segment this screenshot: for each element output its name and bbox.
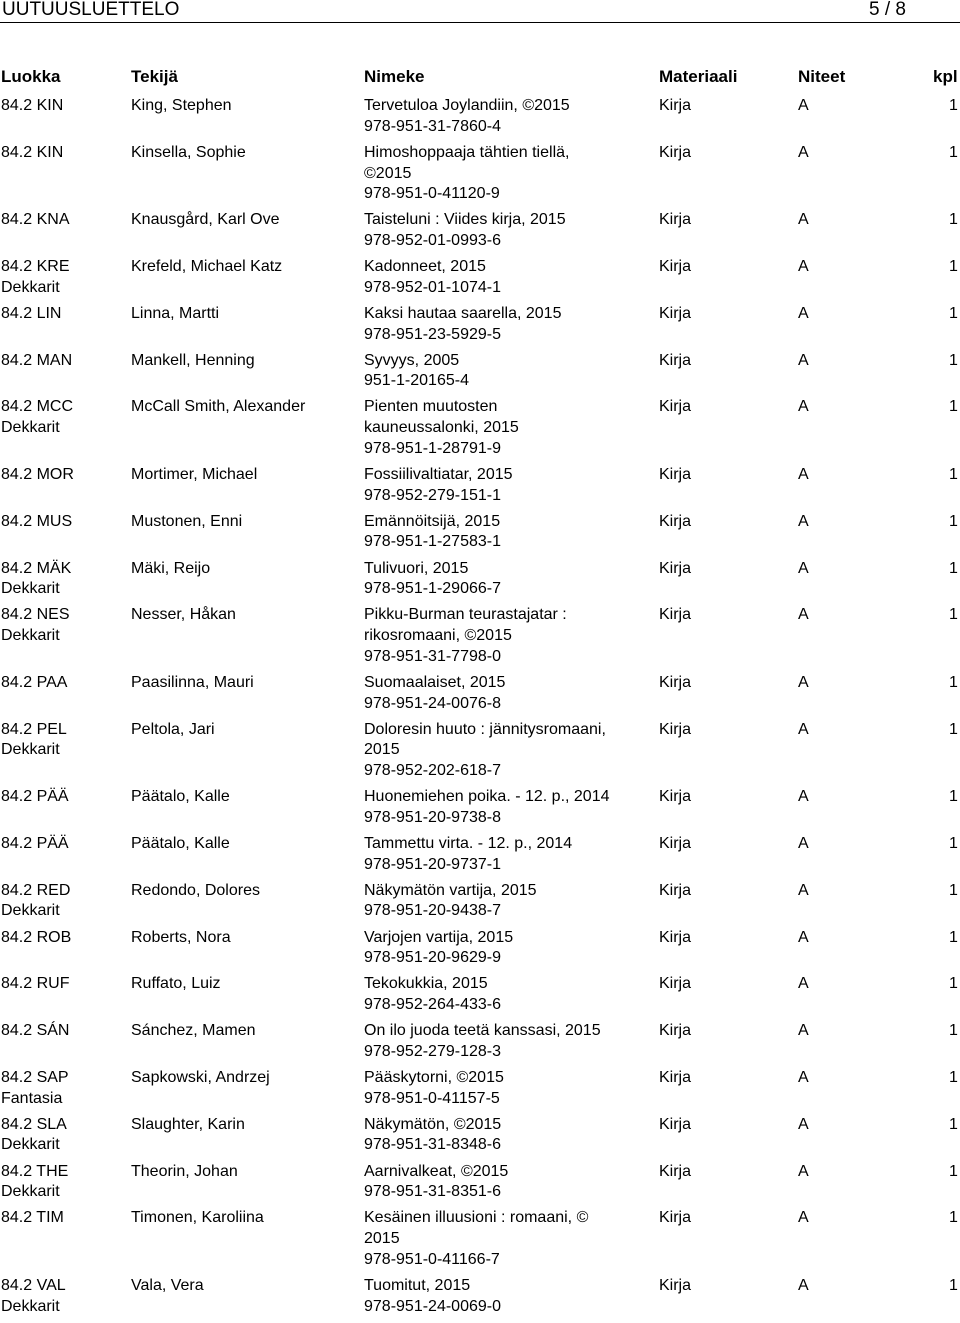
isbn: 978-951-24-0076-8: [364, 694, 501, 712]
classification-code: 84.2 PEL: [1, 720, 67, 738]
row-copies-location: A: [798, 351, 809, 369]
table-row: [0, 720, 960, 788]
row-material: Kirja: [659, 834, 692, 852]
table-row: [0, 1276, 960, 1323]
row-material: Kirja: [659, 1162, 692, 1180]
table-row: [0, 1162, 960, 1209]
row-material: Kirja: [659, 881, 692, 899]
title-line: Pikku-Burman teurastajatar :: [364, 606, 567, 624]
row-classification: [1, 881, 126, 922]
row-material: Kirja: [659, 465, 692, 483]
genre-label: Dekkarit: [1, 1183, 60, 1201]
isbn: 978-951-0-41120-9: [364, 185, 500, 203]
classification-code: 84.2 VAL: [1, 1276, 66, 1294]
classification-code: 84.2 MOR: [1, 465, 74, 483]
row-copies-location: A: [798, 559, 809, 577]
title-line: rikosromaani, ©2015: [364, 627, 512, 645]
table-row: [0, 465, 960, 512]
row-copies-location: A: [798, 1022, 809, 1040]
table-row: [0, 1115, 960, 1162]
row-copies-location: A: [798, 1115, 809, 1133]
row-title: [364, 787, 654, 828]
isbn: 978-952-202-618-7: [364, 762, 501, 780]
row-material: Kirja: [659, 1068, 692, 1086]
row-material: Kirja: [659, 720, 692, 738]
isbn: 978-952-279-151-1: [364, 486, 501, 504]
classification-code: 84.2 THE: [1, 1162, 69, 1180]
row-count: 1: [949, 211, 958, 229]
row-count: 1: [949, 258, 958, 276]
row-author: Redondo, Dolores: [131, 881, 260, 899]
title-line: Kadonneet, 2015: [364, 258, 486, 276]
title-line: Tammettu virta. - 12. p., 2014: [364, 834, 573, 852]
table-row: [0, 257, 960, 304]
row-classification: [1, 605, 126, 646]
row-count: 1: [949, 143, 958, 161]
classification-code: 84.2 MCC: [1, 398, 74, 416]
genre-label: Fantasia: [1, 1089, 63, 1107]
genre-label: Dekkarit: [1, 1136, 60, 1154]
classification-code: 84.2 PÄÄ: [1, 788, 69, 806]
row-author: Slaughter, Karin: [131, 1115, 245, 1133]
title-line: Aarnivalkeat, ©2015: [364, 1162, 509, 1180]
column-header-nimeke: Nimeke: [364, 67, 425, 86]
isbn: 978-951-20-9629-9: [364, 949, 501, 967]
table-row: [0, 673, 960, 720]
row-author: Mankell, Henning: [131, 351, 255, 369]
isbn: 951-1-20165-4: [364, 372, 469, 390]
isbn: 978-951-31-8348-6: [364, 1136, 501, 1154]
row-author: Nesser, Håkan: [131, 606, 236, 624]
row-title: [364, 559, 654, 600]
row-title: [364, 974, 654, 1015]
title-line: kauneussalonki, 2015: [364, 419, 519, 437]
title-line: ©2015: [364, 164, 412, 182]
row-author: Mustonen, Enni: [131, 512, 243, 530]
row-count: 1: [949, 788, 958, 806]
isbn: 978-951-0-41157-5: [364, 1089, 500, 1107]
row-copies-location: A: [798, 398, 809, 416]
row-material: Kirja: [659, 143, 692, 161]
row-copies-location: A: [798, 258, 809, 276]
row-classification: [1, 928, 126, 949]
title-line: Doloresin huuto : jännitysromaani,: [364, 720, 606, 738]
row-copies-location: A: [798, 512, 809, 530]
row-count: 1: [949, 928, 958, 946]
row-material: Kirja: [659, 975, 692, 993]
row-author: McCall Smith, Alexander: [131, 398, 306, 416]
row-copies-location: A: [798, 97, 809, 114]
row-count: 1: [949, 398, 958, 416]
table-row: [0, 928, 960, 975]
isbn: 978-951-20-9737-1: [364, 855, 501, 873]
row-count: 1: [949, 1162, 958, 1180]
row-count: 1: [949, 351, 958, 369]
row-author: Roberts, Nora: [131, 928, 231, 946]
column-header-materiaali: Materiaali: [659, 67, 738, 86]
table-row: [0, 210, 960, 257]
table-row: [0, 512, 960, 559]
isbn: 978-951-24-0069-0: [364, 1297, 501, 1315]
title-line: Fossiilivaltiatar, 2015: [364, 465, 513, 483]
row-title: [364, 834, 654, 875]
row-material: Kirja: [659, 97, 692, 114]
row-author: King, Stephen: [131, 97, 232, 114]
row-author: Sánchez, Mamen: [131, 1022, 256, 1040]
row-author: Päätalo, Kalle: [131, 788, 230, 806]
row-classification: [1, 96, 126, 117]
row-author: Kinsella, Sophie: [131, 143, 246, 161]
classification-code: 84.2 KRE: [1, 258, 70, 276]
table-row: [0, 96, 960, 143]
table-row: [0, 881, 960, 928]
row-classification: [1, 1021, 126, 1042]
row-count: 1: [949, 673, 958, 691]
classification-code: 84.2 KIN: [1, 97, 64, 114]
isbn: 978-951-31-7798-0: [364, 647, 501, 665]
isbn: 978-952-01-0993-6: [364, 232, 501, 249]
genre-label: Dekkarit: [1, 902, 60, 920]
row-count: 1: [949, 1115, 958, 1133]
row-material: Kirja: [659, 1115, 692, 1133]
classification-code: 84.2 SLA: [1, 1115, 67, 1133]
row-classification: [1, 512, 126, 533]
isbn: 978-951-1-28791-9: [364, 439, 501, 457]
table-row: [0, 559, 960, 606]
row-author: Paasilinna, Mauri: [131, 673, 254, 691]
table-row: [0, 351, 960, 398]
table-header: [0, 67, 960, 89]
row-count: 1: [949, 1068, 958, 1086]
row-count: 1: [949, 97, 958, 114]
row-count: 1: [949, 606, 958, 624]
isbn: 978-951-31-8351-6: [364, 1183, 501, 1201]
genre-label: Dekkarit: [1, 627, 60, 645]
row-title: [364, 96, 654, 137]
row-material: Kirja: [659, 1209, 692, 1227]
table-row: [0, 787, 960, 834]
isbn: 978-952-279-128-3: [364, 1042, 501, 1060]
row-material: Kirja: [659, 606, 692, 624]
row-author: Krefeld, Michael Katz: [131, 258, 283, 276]
table-row: [0, 1208, 960, 1276]
row-author: Peltola, Jari: [131, 720, 215, 738]
title-line: On ilo juoda teetä kanssasi, 2015: [364, 1022, 601, 1040]
classification-code: 84.2 PÄÄ: [1, 834, 69, 852]
row-copies-location: A: [798, 720, 809, 738]
row-classification: [1, 1068, 126, 1109]
row-copies-location: A: [798, 1276, 809, 1294]
row-title: [364, 928, 654, 969]
title-line: Tekokukkia, 2015: [364, 975, 488, 993]
row-material: Kirja: [659, 1276, 692, 1294]
page-number: 5 / 8: [869, 0, 906, 20]
title-line: Pienten muutosten: [364, 398, 498, 416]
classification-code: 84.2 MUS: [1, 512, 73, 530]
classification-code: 84.2 LIN: [1, 304, 62, 322]
title-line: 2015: [364, 1230, 400, 1248]
row-classification: [1, 720, 126, 761]
title-line: Tervetuloa Joylandiin, ©2015: [364, 97, 570, 114]
row-copies-location: A: [798, 304, 809, 322]
table-row: [0, 605, 960, 673]
column-header-tekija: Tekijä: [131, 67, 178, 86]
title-line: Tuomitut, 2015: [364, 1276, 471, 1294]
row-copies-location: A: [798, 673, 809, 691]
isbn: 978-951-20-9738-8: [364, 808, 501, 826]
genre-label: Dekkarit: [1, 580, 60, 598]
row-title: [364, 720, 654, 782]
table-row: [0, 304, 960, 351]
classification-code: 84.2 KIN: [1, 143, 64, 161]
row-title: [364, 1208, 654, 1270]
row-author: Timonen, Karoliina: [131, 1209, 264, 1227]
row-copies-location: A: [798, 606, 809, 624]
row-title: [364, 397, 654, 459]
row-classification: [1, 1162, 126, 1203]
row-title: [364, 465, 654, 506]
row-classification: [1, 397, 126, 438]
row-count: 1: [949, 1276, 958, 1294]
row-count: 1: [949, 512, 958, 530]
isbn: 978-951-1-29066-7: [364, 580, 501, 598]
row-copies-location: A: [798, 211, 809, 229]
row-title: [364, 1115, 654, 1156]
title-line: 2015: [364, 741, 400, 759]
row-author: Ruffato, Luiz: [131, 975, 221, 993]
row-material: Kirja: [659, 559, 692, 577]
row-title: [364, 210, 654, 251]
table-row: [0, 397, 960, 465]
isbn: 978-951-31-7860-4: [364, 117, 501, 135]
row-count: 1: [949, 881, 958, 899]
isbn: 978-951-0-41166-7: [364, 1250, 500, 1268]
row-classification: [1, 974, 126, 995]
row-title: [364, 304, 654, 345]
classification-code: 84.2 TIM: [1, 1209, 64, 1227]
row-material: Kirja: [659, 211, 692, 229]
row-classification: [1, 351, 126, 372]
classification-code: 84.2 ROB: [1, 928, 72, 946]
title-line: Kesäinen illuusioni : romaani, ©: [364, 1209, 589, 1227]
column-header-kpl: kpl: [933, 67, 958, 86]
row-author: Linna, Martti: [131, 304, 220, 322]
title-line: Pääskytorni, ©2015: [364, 1068, 504, 1086]
row-title: [364, 1068, 654, 1109]
title-line: Tulivuori, 2015: [364, 559, 469, 577]
table-row: [0, 1021, 960, 1068]
table-row: [0, 1068, 960, 1115]
row-count: 1: [949, 559, 958, 577]
row-author: Knausgård, Karl Ove: [131, 211, 280, 229]
page-title: UUTUUSLUETTELO: [2, 0, 180, 20]
row-material: Kirja: [659, 304, 692, 322]
row-author: Mäki, Reijo: [131, 559, 211, 577]
row-material: Kirja: [659, 673, 692, 691]
row-copies-location: A: [798, 928, 809, 946]
table-row: [0, 143, 960, 211]
classification-code: 84.2 SÁN: [1, 1022, 70, 1040]
top-bar: [0, 0, 960, 23]
classification-code: 84.2 NES: [1, 606, 70, 624]
title-line: Näkymätön, ©2015: [364, 1115, 502, 1133]
row-classification: [1, 465, 126, 486]
row-count: 1: [949, 1209, 958, 1227]
row-copies-location: A: [798, 1162, 809, 1180]
row-copies-location: A: [798, 465, 809, 483]
row-author: Päätalo, Kalle: [131, 834, 230, 852]
genre-label: Dekkarit: [1, 741, 60, 759]
row-count: 1: [949, 304, 958, 322]
row-title: [364, 673, 654, 714]
classification-code: 84.2 MAN: [1, 351, 73, 369]
row-title: [364, 351, 654, 392]
title-line: Huonemiehen poika. - 12. p., 2014: [364, 788, 610, 806]
title-line: Varjojen vartija, 2015: [364, 928, 514, 946]
row-copies-location: A: [798, 788, 809, 806]
row-count: 1: [949, 720, 958, 738]
row-author: Sapkowski, Andrzej: [131, 1068, 270, 1086]
row-classification: [1, 834, 126, 855]
row-classification: [1, 1276, 126, 1317]
row-material: Kirja: [659, 512, 692, 530]
row-classification: [1, 143, 126, 164]
row-material: Kirja: [659, 1022, 692, 1040]
row-title: [364, 143, 654, 205]
row-classification: [1, 304, 126, 325]
classification-code: 84.2 KNA: [1, 211, 70, 229]
row-author: Mortimer, Michael: [131, 465, 258, 483]
row-count: 1: [949, 834, 958, 852]
row-copies-location: A: [798, 975, 809, 993]
row-copies-location: A: [798, 1209, 809, 1227]
isbn: 978-952-264-433-6: [364, 996, 501, 1014]
row-author: Theorin, Johan: [131, 1162, 238, 1180]
title-line: Kaksi hautaa saarella, 2015: [364, 304, 562, 322]
row-title: [364, 1276, 654, 1317]
row-title: [364, 881, 654, 922]
classification-code: 84.2 PAA: [1, 673, 68, 691]
title-line: Näkymätön vartija, 2015: [364, 881, 537, 899]
row-copies-location: A: [798, 834, 809, 852]
row-classification: [1, 1208, 126, 1229]
row-copies-location: A: [798, 881, 809, 899]
row-classification: [1, 257, 126, 298]
title-line: Emännöitsijä, 2015: [364, 512, 501, 530]
row-classification: [1, 559, 126, 600]
isbn: 978-951-20-9438-7: [364, 902, 501, 920]
row-title: [364, 512, 654, 553]
classification-code: 84.2 SAP: [1, 1068, 69, 1086]
classification-code: 84.2 MÄK: [1, 559, 72, 577]
row-material: Kirja: [659, 928, 692, 946]
isbn: 978-951-1-27583-1: [364, 533, 501, 551]
row-copies-location: A: [798, 143, 809, 161]
isbn: 978-952-01-1074-1: [364, 278, 501, 296]
column-header-niteet: Niteet: [798, 67, 846, 86]
classification-code: 84.2 RED: [1, 881, 71, 899]
classification-code: 84.2 RUF: [1, 975, 70, 993]
row-count: 1: [949, 1022, 958, 1040]
row-material: Kirja: [659, 351, 692, 369]
row-author: Vala, Vera: [131, 1276, 204, 1294]
row-material: Kirja: [659, 258, 692, 276]
title-line: Himoshoppaaja tähtien tiellä,: [364, 143, 570, 161]
row-material: Kirja: [659, 398, 692, 416]
row-classification: [1, 1115, 126, 1156]
row-copies-location: A: [798, 1068, 809, 1086]
row-material: Kirja: [659, 788, 692, 806]
table-row: [0, 974, 960, 1021]
row-classification: [1, 673, 126, 694]
row-title: [364, 1021, 654, 1062]
table-row: [0, 834, 960, 881]
row-title: [364, 1162, 654, 1203]
title-line: Suomaalaiset, 2015: [364, 673, 506, 691]
catalog-table: [0, 96, 960, 1323]
genre-label: Dekkarit: [1, 1297, 60, 1315]
isbn: 978-951-23-5929-5: [364, 325, 501, 343]
row-classification: [1, 210, 126, 231]
title-line: Taisteluni : Viides kirja, 2015: [364, 211, 566, 229]
genre-label: Dekkarit: [1, 419, 60, 437]
row-classification: [1, 787, 126, 808]
row-title: [364, 605, 654, 667]
column-header-luokka: Luokka: [1, 67, 61, 86]
row-count: 1: [949, 975, 958, 993]
title-line: Syvyys, 2005: [364, 351, 460, 369]
genre-label: Dekkarit: [1, 278, 60, 296]
row-count: 1: [949, 465, 958, 483]
row-title: [364, 257, 654, 298]
